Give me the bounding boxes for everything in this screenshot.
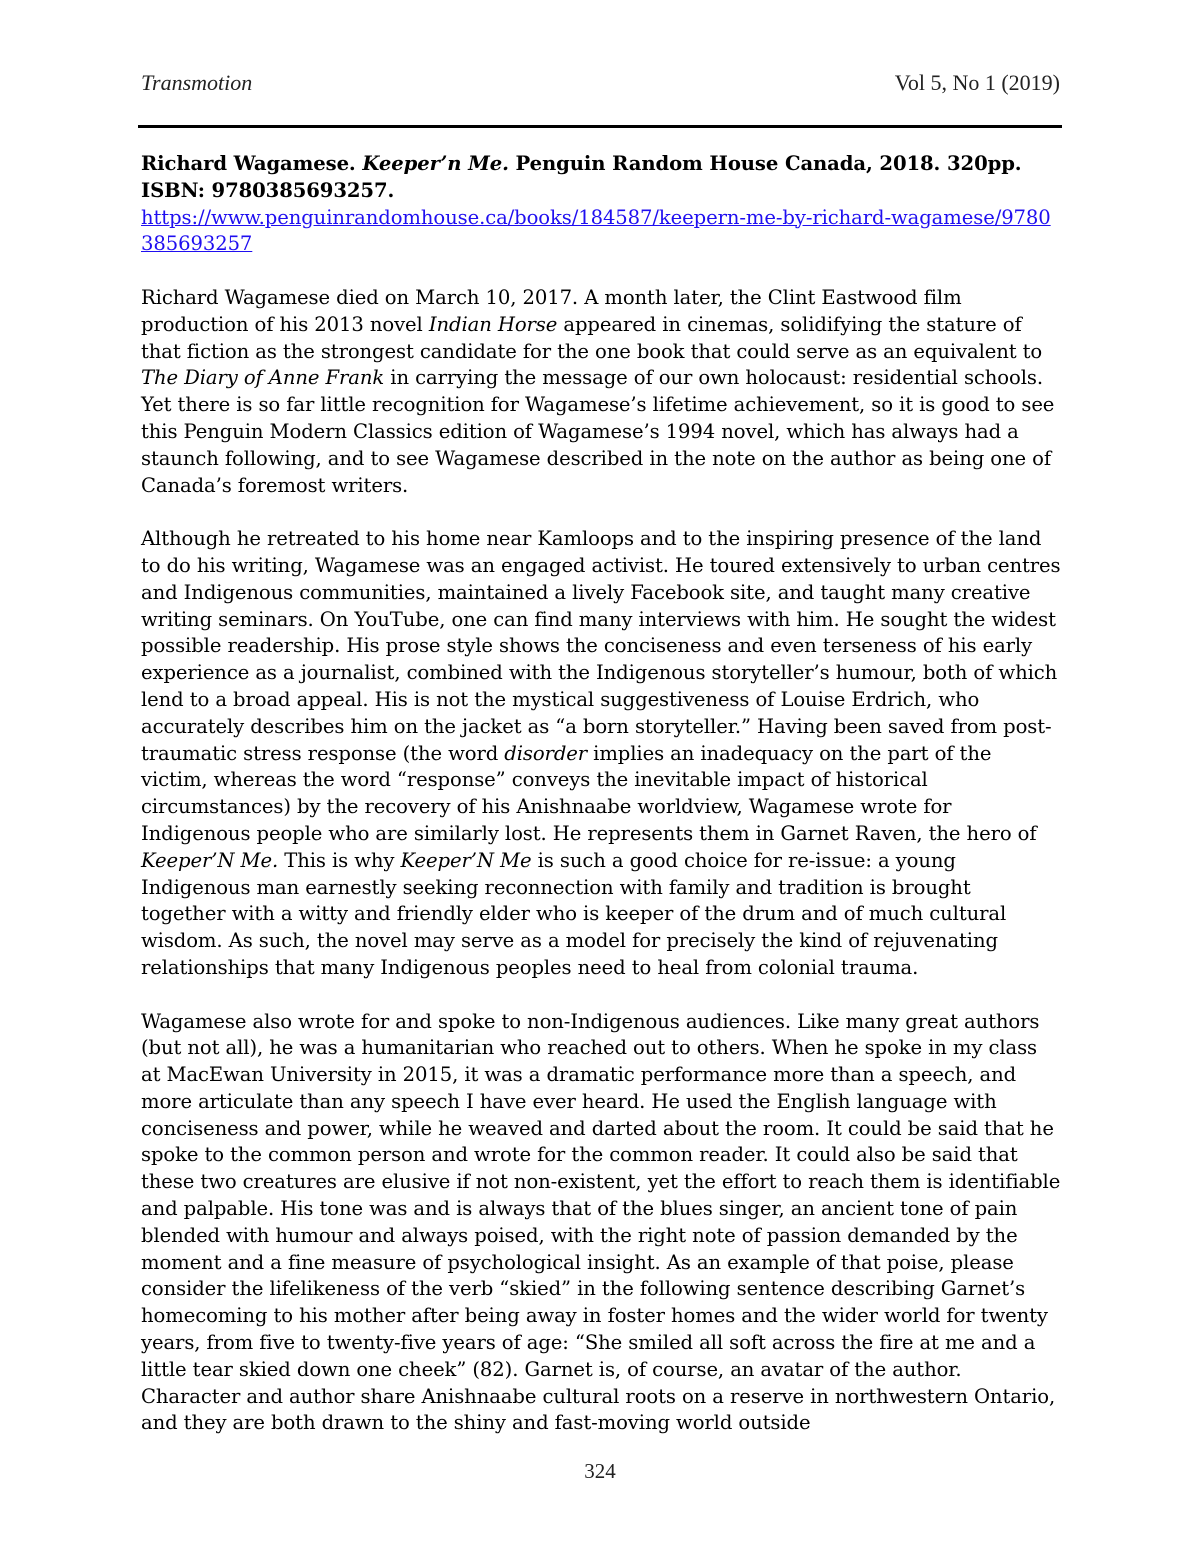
journal-title: Transmotion: [141, 70, 253, 95]
journal-volume: Vol 5, No 1 (2019): [894, 70, 1060, 95]
book-title-keepern-me: Keeper’N Me.: [141, 848, 279, 872]
paragraph-1: [141, 285, 1061, 499]
page-number: 324: [584, 1459, 616, 1483]
text-span: in carrying the message of our own holocaust: residential schools. Yet there is so far little recognition for Wagamese’s lifetime achievement, so it is good to see this Penguin Modern Classics edition of Wagamese’s 1994 novel, which has always had a staunch following, and to see Wagamese described in the note on the author as being one of Canada’s foremost writers.: [141, 366, 1055, 497]
book-title-keepern-me: Keeper’N Me: [400, 848, 532, 872]
text-span: Richard Wagamese died on March 10, 2017. A month later, the Clint Eastwood film production of his 2013 novel: [141, 285, 962, 336]
emphasis-disorder: disorder: [504, 741, 588, 765]
review-body: [141, 151, 1061, 1437]
text-span: is such a good choice for re-issue: a young Indigenous man earnestly seeking reconnection with family and tradition is brought together with a witty and friendly elder who is keeper of the drum and of much cultural wisdom. As such, the novel may serve as a model for precisely the kind of rejuvenating relationships that many Indigenous peoples need to heal from colonial trauma.: [141, 848, 1007, 979]
citation-book-title: Keeper’n Me.: [362, 152, 509, 175]
paragraph-2: [141, 526, 1061, 982]
text-span: Wagamese also wrote for and spoke to non-Indigenous audiences. Like many great authors (but not all), he was a humanitarian who reached out to others. When he spoke in my class at MacEwan University in 2015, it was a dramatic performance more than a speech, and more articulate than any speech I have ever heard. He used the English language with conciseness and power, while he weaved and darted about the room. It could be said that he spoke to the common person and wrote for the common reader. It could also be said that these two creatures are elusive if not non-existent, yet the effort to reach them is identifiable and palpable. His tone was and is always that of the blues singer, an ancient tone of pain blended with humour and always poised, with the right note of passion demanded by the moment and a fine measure of psychological insight. As an example of that poise, please consider the lifelikeness of the verb “skied” in the following sentence describing Garnet’s homecoming to his mother after being away in foster homes and the wider world for twenty years, from five to twenty-five years of age: “She smiled all soft across the fire at me and a little tear skied down one cheek” (82). Garnet is, of course, an avatar of the author. Character and author share Anishnaabe cultural roots on a reserve in northwestern Ontario, and they are both drawn to the shiny and fast-moving world outside: [141, 1009, 1061, 1435]
citation-author: Richard Wagamese.: [141, 152, 356, 175]
text-span: appeared in cinemas, solidifying the stature of that fiction as the strongest candidate for the one book that could serve as an equivalent to: [141, 312, 1043, 363]
text-span: Although he retreated to his home near Kamloops and to the inspiring presence of the land to do his writing, Wagamese was an engaged activist. He toured extensively to urban centres and Indigenous communities, maintained a lively Facebook site, and taught many creative writing seminars. On YouTube, one can find many interviews with him. He sought the widest possible readership. His prose style shows the conciseness and even terseness of his early experience as a journalist, combined with the Indigenous storyteller’s humour, both of which lend to a broad appeal. His is not the mystical suggestiveness of Louise Erdrich, who accurately describes him on the jacket as “a born storyteller.” Having been saved from post-traumatic stress response (the word: [141, 527, 1061, 765]
book-citation: [141, 151, 1061, 205]
text-span: implies an inadequacy on the part of the victim, whereas the word “response” conveys the inevitable impact of historical circumstances) by the recovery of his Anishnaabe worldview, Wagamese wrote for Indigenous people who are similarly lost. He represents them in Garnet Raven, the hero of: [141, 741, 1037, 845]
book-title-indian-horse: Indian Horse: [428, 312, 558, 336]
header-divider: [138, 125, 1062, 128]
book-url-link[interactable]: https://www.penguinrandomhouse.ca/books/184587/keepern-me-by-richard-wagamese/9780385693257: [141, 205, 1051, 256]
book-title-anne-frank: The Diary of Anne Frank: [141, 366, 385, 390]
paragraph-3: [141, 1009, 1061, 1438]
text-span: This is why: [278, 848, 401, 872]
citation-details: Penguin Random House Canada, 2018. 320pp. ISBN: 9780385693257.: [141, 152, 1022, 202]
